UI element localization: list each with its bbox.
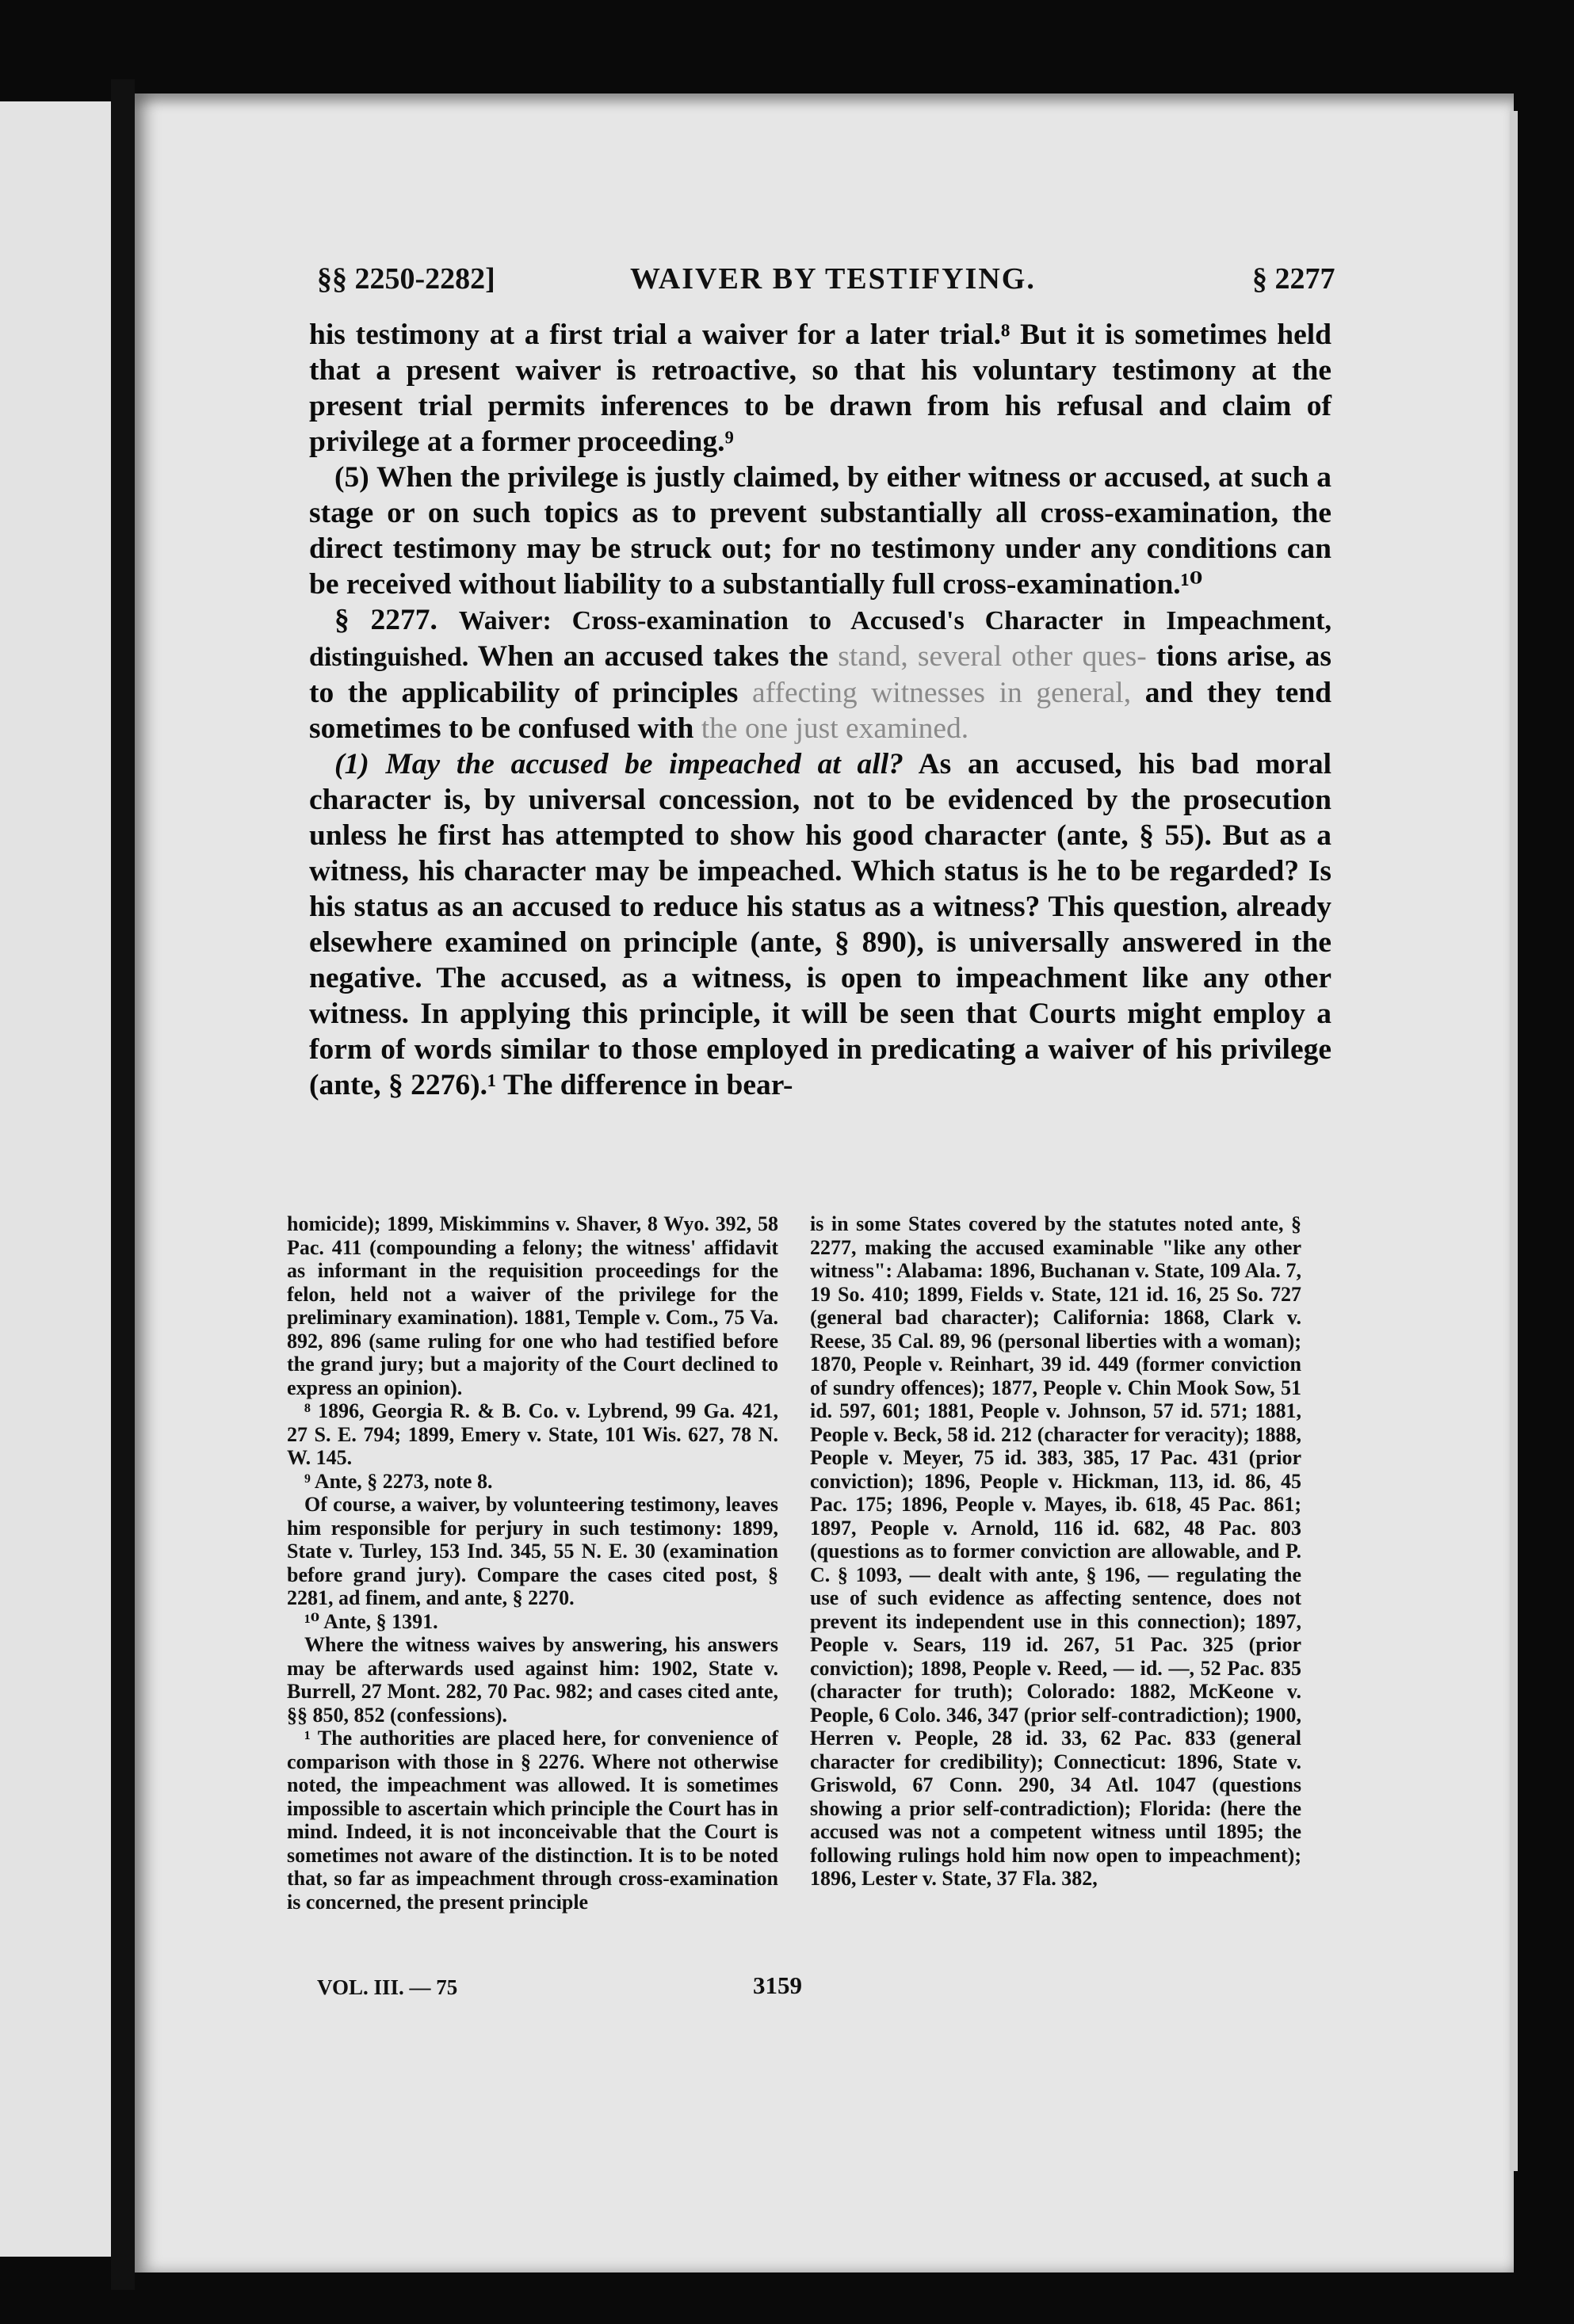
section-heading: Waiver: Cross-examination to Accused's Character in Impeachment, distinguished. bbox=[309, 606, 1332, 672]
section-text-3: and they tend sometimes to be confused with bbox=[309, 677, 1332, 745]
footnote-9: ⁹ Ante, § 2273, note 8. bbox=[304, 1469, 493, 1493]
main-text bbox=[309, 317, 1331, 1103]
paragraph-section-2277 bbox=[309, 602, 1331, 746]
footnote-10: ¹⁰ Ante, § 1391. bbox=[304, 1609, 438, 1633]
footnote-continued: homicide); 1899, Miskimmins v. Shaver, 8 Wyo. 392, 58 Pac. 411 (compounding a felony; the witness' affidavit as informant in the requisition proceedings for the felon, held not a waiver of the privilege for the preliminary examination). 1881, Temple v. Com., 75 Va. 892, 896 (same ruling for one who had testified before the grand jury; but a majority of the Court declined to express an opinion). bbox=[287, 1212, 778, 1399]
footnote-10-text: Where the witness waives by answering, his answers may be afterwards used against him: 1902, State v. Burrell, 27 Mont. 282, 70 Pac. 982; and cases cited ante, §§ 850, 852 (confessions). bbox=[287, 1633, 778, 1727]
page-right-edge bbox=[1510, 111, 1518, 2171]
paragraph-impeachment bbox=[309, 746, 1331, 1103]
section-text-faded-2: affecting witnesses in general, bbox=[752, 677, 1132, 709]
question-heading: (1) May the accused be impeached at all? bbox=[334, 748, 904, 780]
section-text-2: tions arise, as to the applicability of principles bbox=[309, 640, 1332, 709]
running-head-section-range: §§ 2250-2282] bbox=[317, 262, 495, 296]
section-number: § 2277. bbox=[334, 604, 437, 636]
running-head-title: WAIVER BY TESTIFYING. bbox=[630, 262, 1036, 296]
footnote-1: ¹ The authorities are placed here, for convenience of comparison with those in § 2276. Where not otherwise noted, the impeachment was allowed. It is sometimes impossible to ascertain which principle the Court has in mind. Indeed, it is not inconceivable that the Court is sometimes not aware of the distinction. It is to be noted that, so far as impeachment through cross-examination is concerned, the present principle bbox=[287, 1727, 778, 1914]
book-gutter bbox=[111, 79, 135, 2290]
impeachment-text: As an accused, his bad moral character is, by universal concession, not to be evidenced by the prosecution unless he first has attempted to show his good character (ante, § 55). But as a witness, his character may be impeached. Which status is he to be regarded? Is his status as an accused to reduce his status as a witness? This question, already elsewhere examined on principle (ante, § 890), is universally answered in the negative. The accused, as a witness, is open to impeachment like any other witness. In applying this principle, it will be seen that Courts might employ a form of words similar to those employed in predicating a waiver of his privilege (ante, § 2276).¹ The difference in bear- bbox=[309, 748, 1331, 1101]
footnote-8: ⁸ 1896, Georgia R. & B. Co. v. Lybrend, 99 Ga. 421, 27 S. E. 794; 1899, Emery v. State, 101 Wis. 627, 78 N. W. 145. bbox=[287, 1399, 778, 1469]
volume-signature: VOL. III. — 75 bbox=[317, 1975, 458, 1999]
section-text-faded-3: the one just examined. bbox=[701, 712, 969, 745]
adjacent-page-edge bbox=[0, 101, 111, 2257]
section-text-1: When an accused takes the bbox=[477, 640, 829, 673]
footnote-9-text: Of course, a waiver, by volunteering testimony, leaves him responsible for perjury in such testimony: 1899, State v. Turley, 153 Ind. 345, 55 N. E. 30 (examination before grand jury). Compare the cases cited post, § 2281, ad finem, and ante, § 2270. bbox=[287, 1493, 778, 1609]
running-head-section: § 2277 bbox=[1252, 262, 1335, 296]
paragraph-privilege-claimed: (5) When the privilege is justly claimed, by either witness or accused, at such a stage or on such topics as to prevent substantially all cross-examination, the direct testimony may be struck out; for no testimony under any conditions can be received without liability to a substantially full cross-examination.¹⁰ bbox=[309, 461, 1331, 601]
paragraph-waiver-later-trial: his testimony at a first trial a waiver for a later trial.⁸ But it is sometimes held that a present waiver is retroactive, so that his voluntary testimony at the present trial permits inferences to be drawn from his refusal and claim of privilege at a former proceeding.⁹ bbox=[309, 319, 1331, 458]
footnotes-left-column bbox=[287, 1212, 778, 1914]
footnotes-right-column bbox=[810, 1212, 1301, 1891]
page-number: 3159 bbox=[753, 1971, 802, 1999]
section-text-faded-1: stand, several other ques- bbox=[838, 640, 1147, 673]
footnote-1-continued: is in some States covered by the statutes noted ante, § 2277, making the accused examinable "like any other witness": Alabama: 1896, Buchanan v. State, 109 Ala. 7, 19 So. 410; 1899, Fields v. State, 121 id. 16, 25 So. 727 (general bad character); California: 1868, Clark v. Reese, 35 Cal. 89, 96 (personal liberties with a woman); 1870, People v. Reinhart, 39 id. 449 (former conviction of sundry offences); 1877, People v. Chin Mook Sow, 51 id. 597, 601; 1881, People v. Johnson, 57 id. 571; 1881, People v. Beck, 58 id. 212 (character for veracity); 1888, People v. Meyer, 75 id. 383, 385, 17 Pac. 431 (prior conviction); 1896, People v. Hickman, 113, id. 86, 45 Pac. 175; 1896, People v. Mayes, ib. 618, 45 Pac. 861; 1897, People v. Arnold, 116 id. 682, 48 Pac. 803 (questions as to former conviction are allowable, and P. C. § 1093, — dealt with ante, § 196, — regulating the use of such evidence as affecting sentence, does not prevent its independent use in this connection); 1897, People v. Sears, 119 id. 267, 51 Pac. 325 (prior conviction); 1898, People v. Reed, — id. —, 52 Pac. 835 (character for truth); Colorado: 1882, McKeone v. People, 6 Colo. 346, 347 (prior self-contradiction); 1900, Herren v. People, 28 id. 33, 62 Pac. 833 (general character for credibility); Connecticut: 1896, State v. Griswold, 67 Conn. 290, 34 Atl. 1047 (questions showing a prior self-contradiction); Florida: (here the accused was not a competent witness until 1895; the following rulings hold him now open to impeachment); 1896, Lester v. State, 37 Fla. 382, bbox=[810, 1212, 1301, 1890]
